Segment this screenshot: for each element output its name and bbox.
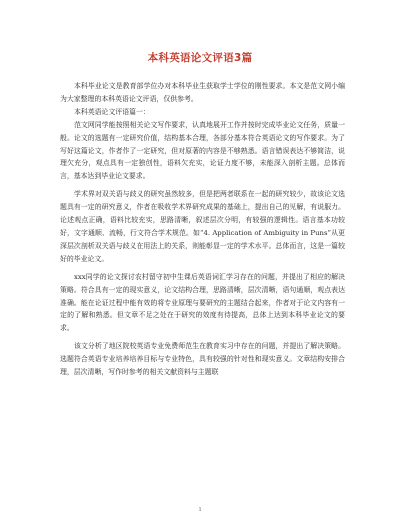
comment-paragraph-2: 学术界对双关语与歧义的研究虽然较多，但是把两者联系在一起的研究较少，故该论文选题具有一定的研究意义，作者在吸收学术界研究成果的基础上，提出自己的见解，有说服力。论述观点正确，语料比较充实，思路清晰，叙述层次分明，有较强的逻辑性。语言基本功较好，文字通顺、流畅，行文符合学术规范。如“4. Application of Ambiguity in Puns”从更深层次剖析双关语与歧义在用法上的关系，则能彰显一定的学术水平。总体而言，这是一篇较好的毕业论文。 [60,190,345,263]
document-title: 本科英语论文评语3篇 [147,52,253,64]
section-heading: 本科英语论文评语篇一： [74,107,150,116]
page-number: 1 [198,507,202,513]
comment-paragraph-3: xxx同学的论文探讨农村留守初中生课后英语词汇学习存在的问题，并提出了相应的解决策略。符合具有一定的现实意义，论文结构合理，思路清晰，层次清晰，语句通顺，观点表达准确。能在论证过程中能有效的将专业原理与要研究的主题结合起来，作者对于论文内容有一定的了解和熟悉。但文章不足之处在于研究的效度有待提高，总体上达到本科毕业论文的要求。 [60,272,345,333]
intro-paragraph: 本科毕业论文是教育部学位办对本科毕业生获取学士学位的刚性要求。本文是范文网小编为大家整理的本科英语论文评语，仅供参考。 [60,82,345,103]
comment-paragraph-1: 范文网同学能按照相关论文写作要求，认真地展开工作并按时完成毕业论文任务，质量一般。论文的选题有一定研究价值，结构基本合理，各部分基本符合英语论文的写作要求。为了写好这篇论文，作者作了一定研究，但对原著的内容是不够熟悉。语言错误表达不够简洁，说理欠充分，观点具有一定独创性，语料欠充实，论证力度不够，未能深入剖析主题。总体而言，基本达到毕业论文要求。 [60,120,345,181]
document-body [60,80,345,379]
comment-paragraph-4: 该文分析了地区院校英语专业免费师范生在教育实习中存在的问题，并提出了解决策略。选题符合英语专业培养培养目标与专业特色，具有较强的针对性和现实意义。文章结构安排合理，层次清晰，写作时参考的相关文献资料与主题联 [60,342,345,377]
